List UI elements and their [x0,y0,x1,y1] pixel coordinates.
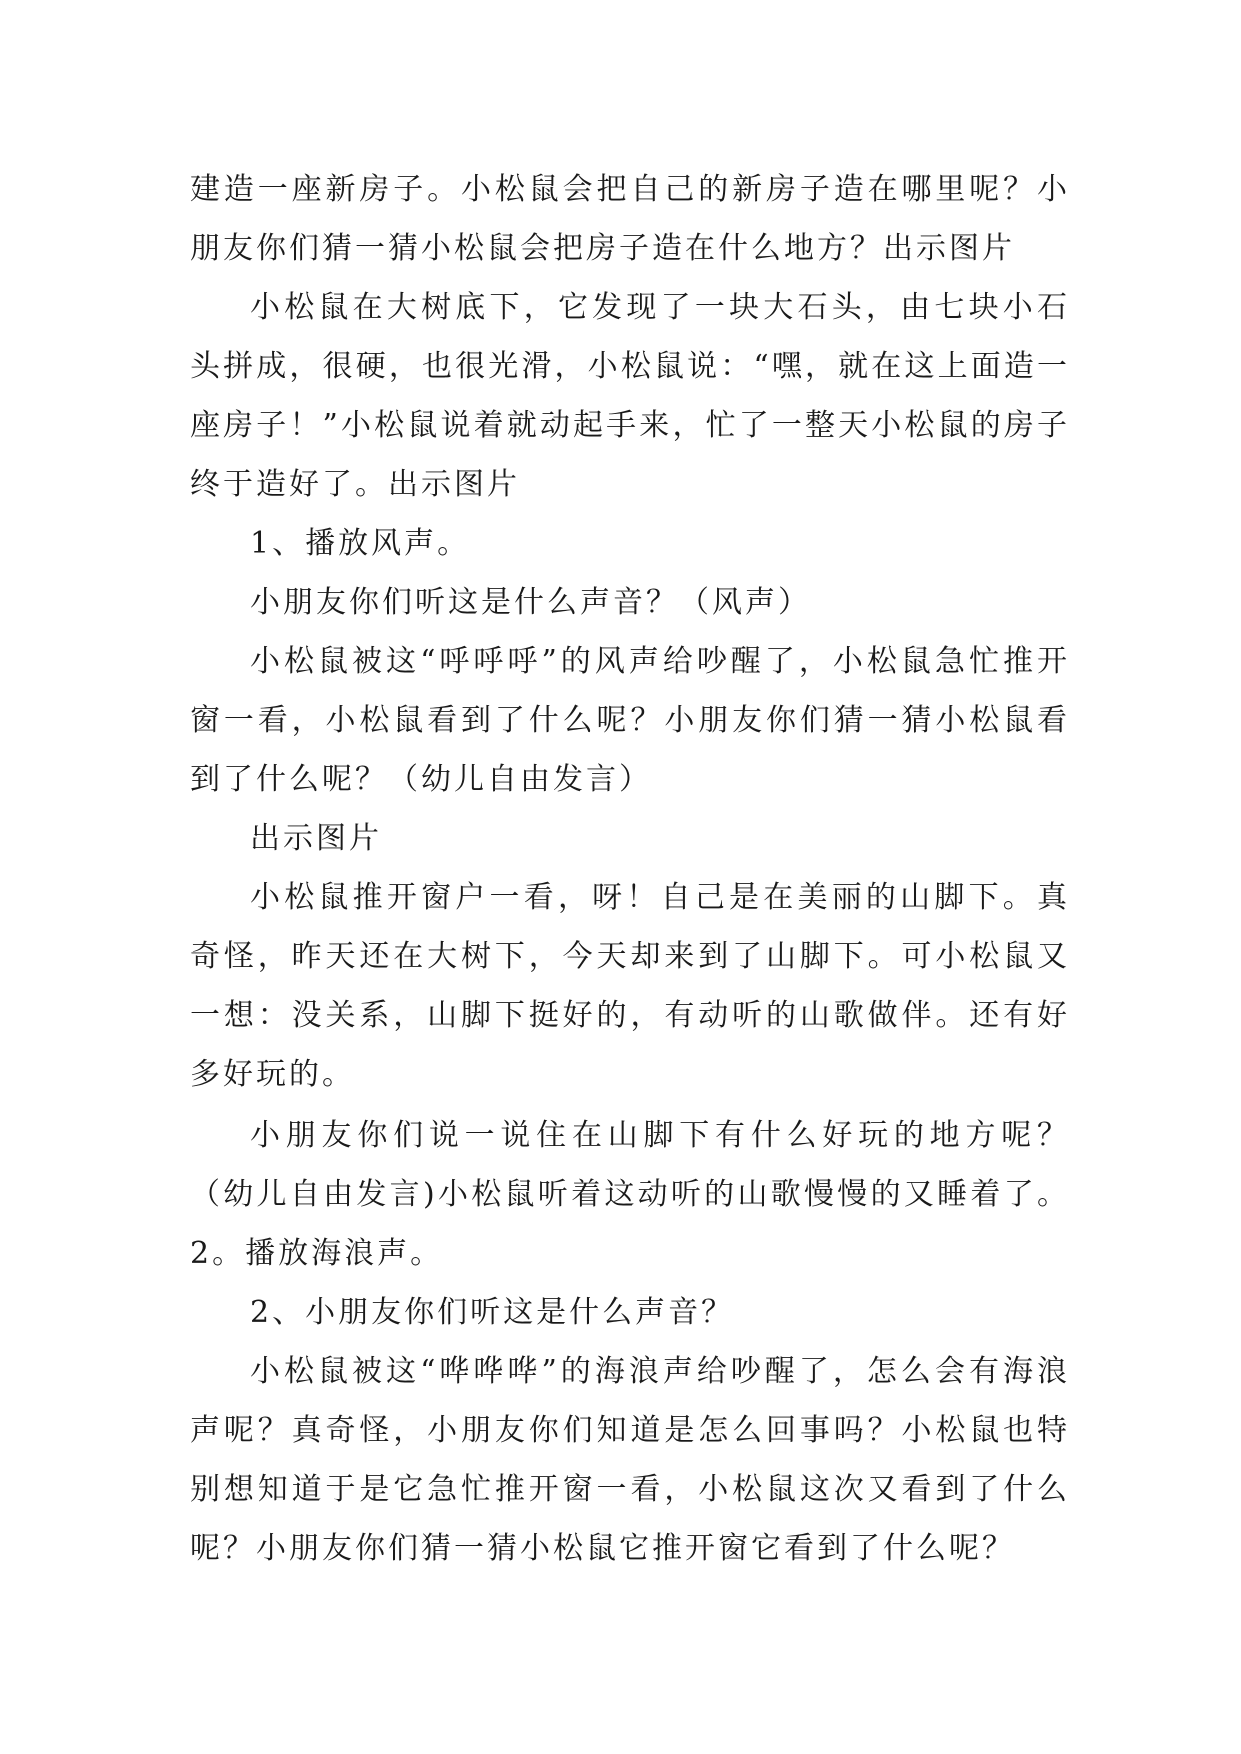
paragraph-5: 小松鼠被这“呼呼呼”的风声给吵醒了，小松鼠急忙推开窗一看，小松鼠看到了什么呢？小朋友你们猜一猜小松鼠看到了什么呢？（幼儿自由发言） [190,644,1070,797]
document-body [190,160,1070,1578]
paragraph-4: 小朋友你们听这是什么声音？（风声） [250,585,811,620]
paragraph-9: 2、小朋友你们听这是什么声音？ [250,1295,735,1330]
paragraph-6: 出示图片 [250,821,382,856]
paragraph-3: 1、播放风声。 [250,526,471,561]
paragraph-10: 小松鼠被这“哗哗哗”的海浪声给吵醒了，怎么会有海浪声呢？真奇怪，小朋友你们知道是怎么回事吗？小松鼠也特别想知道于是它急忙推开窗一看，小松鼠这次又看到了什么呢？小朋友你们猜一猜小松鼠它推开窗它看到了什么呢？ [190,1354,1070,1566]
paragraph-7: 小松鼠推开窗户一看，呀！自己是在美丽的山脚下。真奇怪，昨天还在大树下，今天却来到了山脚下。可小松鼠又一想：没关系，山脚下挺好的，有动听的山歌做伴。还有好多好玩的。 [190,880,1070,1092]
paragraph-2: 小松鼠在大树底下，它发现了一块大石头，由七块小石头拼成，很硬，也很光滑，小松鼠说：“嘿，就在这上面造一座房子！”小松鼠说着就动起手来，忙了一整天小松鼠的房子终于造好了。出示图片 [190,290,1070,502]
paragraph-8: 小朋友你们说一说住在山脚下有什么好玩的地方呢？（幼儿自由发言)小松鼠听着这动听的山歌慢慢的又睡着了。2。播放海浪声。 [190,1118,1070,1271]
paragraph-1: 建造一座新房子。小松鼠会把自己的新房子造在哪里呢？小朋友你们猜一猜小松鼠会把房子造在什么地方？出示图片 [190,172,1070,266]
